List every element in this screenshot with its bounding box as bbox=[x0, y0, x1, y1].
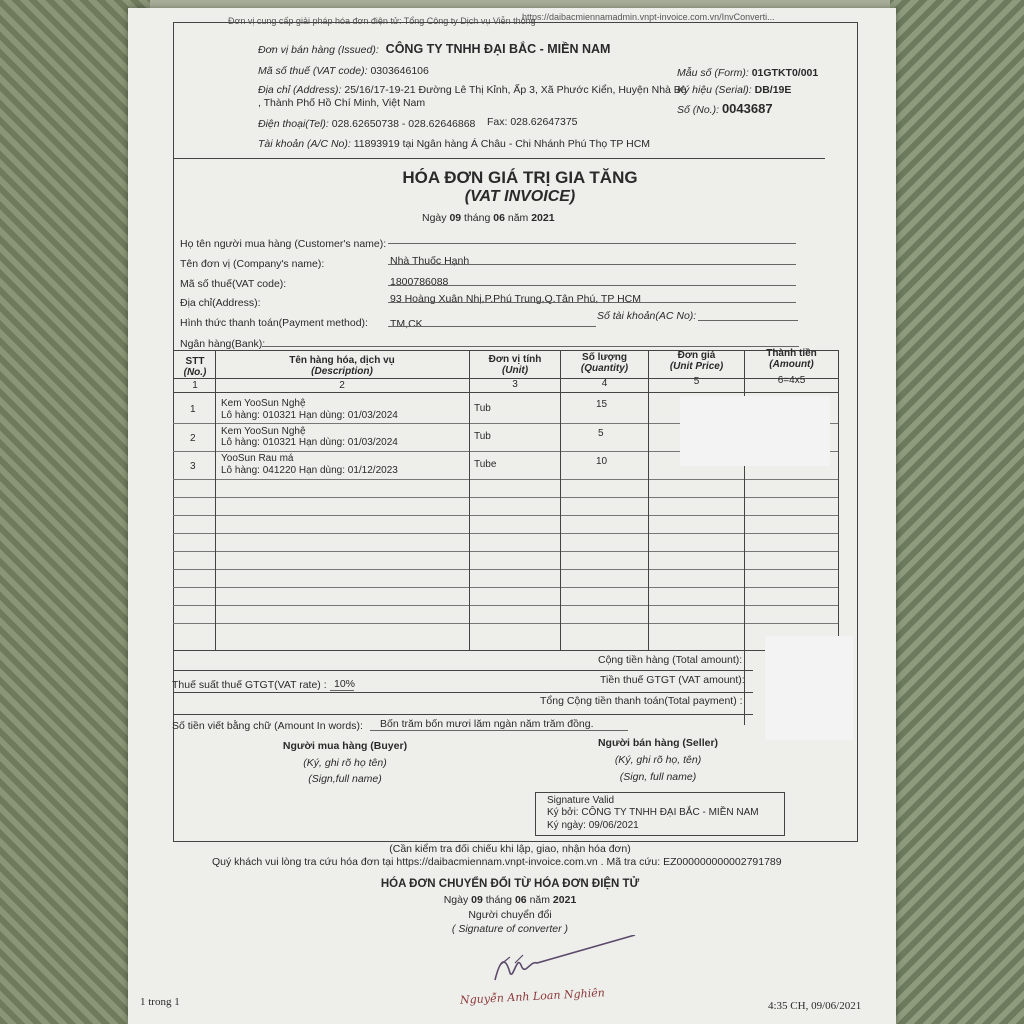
table-row-line bbox=[173, 605, 838, 606]
buyer-address-line bbox=[388, 302, 796, 303]
date-month-label: tháng bbox=[464, 212, 491, 224]
seller-fax: 028.62647375 bbox=[510, 116, 578, 128]
converter-label: Người chuyển đổi bbox=[468, 909, 552, 921]
handwritten-name: Nguyễn Anh Loan Nghiên bbox=[459, 986, 606, 1007]
converted-month-label: tháng bbox=[485, 894, 513, 906]
buyer-company-label: Tên đơn vị (Company's name): bbox=[180, 258, 325, 270]
index-cell: 4 bbox=[601, 378, 608, 389]
converted-year-label: năm bbox=[529, 894, 550, 906]
buyer-payment: TM,CK bbox=[390, 318, 423, 330]
buyer-account-line bbox=[698, 320, 798, 321]
seller-address-label: Địa chỉ (Address): bbox=[258, 84, 342, 96]
buyer-account-label: Số tài khoản(AC No): bbox=[597, 310, 697, 322]
index-cell: 1 bbox=[192, 380, 198, 391]
buyer-name-label: Họ tên người mua hàng (Customer's name): bbox=[180, 238, 387, 250]
table-bottom-line bbox=[173, 650, 838, 651]
buyer-bank-label: Ngân hàng(Bank): bbox=[180, 338, 266, 350]
table-right-border bbox=[838, 350, 839, 650]
seller-account: 11893919 tại Ngân hàng Á Châu - Chi Nhánh Phú Thọ TP HCM bbox=[353, 138, 651, 150]
index-cell: 3 bbox=[512, 379, 518, 390]
date-year: 2021 bbox=[531, 212, 555, 224]
background-fabric-right bbox=[884, 0, 1024, 1024]
seller-phone-label: Điện thoại(Tel): bbox=[258, 118, 329, 130]
row-name: YooSun Rau má bbox=[221, 453, 294, 464]
top-url: https://daibacmiennamadmin.vnpt-invoice.com.vn/InvConverti... bbox=[522, 12, 775, 22]
totals-divider bbox=[173, 670, 753, 671]
header-unit-vi: Đơn vị tính bbox=[488, 354, 542, 365]
table-row-line bbox=[173, 551, 838, 552]
seller-phone: 028.62650738 - 028.62646868 bbox=[331, 118, 476, 130]
header-no-vi: STT bbox=[185, 356, 205, 367]
header-divider bbox=[173, 158, 825, 159]
buyer-signature-title: Người mua hàng (Buyer) bbox=[282, 740, 408, 752]
seller-phone-row bbox=[258, 118, 475, 130]
row-name: Kem YooSun Nghệ bbox=[221, 426, 306, 437]
top-banner: Đơn vị cung cấp giải pháp hóa đơn điện tử: Tổng Công ty Dịch vụ Viễn thông bbox=[228, 16, 536, 26]
converted-month: 06 bbox=[514, 894, 527, 906]
buyer-tax-line bbox=[388, 285, 796, 286]
seller-fax-label: Fax: bbox=[487, 116, 508, 128]
table-row-line bbox=[173, 479, 838, 480]
table-row-line bbox=[173, 515, 838, 516]
form-value: 01GTKT0/001 bbox=[751, 67, 819, 79]
row-qty: 10 bbox=[596, 456, 608, 467]
converted-day: 09 bbox=[471, 894, 483, 906]
row-qty: 15 bbox=[596, 399, 608, 410]
serial-value: DB/19E bbox=[754, 84, 792, 96]
invoice-title: HÓA ĐƠN GIÁ TRỊ GIA TĂNG bbox=[402, 168, 638, 187]
amount-in-words-line bbox=[370, 730, 628, 731]
table-row-line bbox=[173, 497, 838, 498]
converted-date-prefix: Ngày bbox=[443, 894, 469, 906]
number-label: Số (No.): bbox=[677, 104, 720, 116]
buyer-name-line bbox=[388, 243, 796, 244]
table-index-line bbox=[173, 392, 838, 393]
totals-divider bbox=[173, 692, 753, 693]
amount-in-words-label: Số tiền viết bằng chữ (Amount In words): bbox=[172, 720, 363, 732]
buyer-signature-hint: (Ký, ghi rõ họ tên) bbox=[303, 757, 387, 769]
vat-amount-label: Tiền thuế GTGT (VAT amount): bbox=[600, 674, 745, 686]
seller-address-line1: 25/16/17-19-21 Đường Lê Thị Kỉnh, Ấp 3, Xã Phước Kiển, Huyện Nhà Bè bbox=[344, 84, 687, 96]
seller-account-row bbox=[258, 138, 650, 150]
row-no: 2 bbox=[190, 433, 196, 444]
table-col-divider bbox=[215, 350, 216, 650]
row-no: 1 bbox=[190, 404, 196, 415]
lookup-note: Quý khách vui lòng tra cứu hóa đơn tại https://daibacmiennam.vnpt-invoice.com.vn . Mã tra cứu: EZ000000000002791789 bbox=[212, 856, 782, 868]
index-cell: 6=4x5 bbox=[777, 375, 806, 386]
seller-signature-hint: (Ký, ghi rõ họ, tên) bbox=[614, 754, 702, 766]
number-row bbox=[677, 101, 773, 116]
buyer-address: 93 Hoàng Xuân Nhị,P.Phú Trung,Q.Tân Phú, TP HCM bbox=[390, 293, 641, 305]
header-no-en: (No.) bbox=[183, 367, 207, 378]
header-amount bbox=[745, 348, 838, 370]
row-unit: Tub bbox=[474, 431, 491, 442]
header-description-vi: Tên hàng hóa, dịch vụ bbox=[289, 355, 395, 366]
header-unit bbox=[470, 354, 560, 376]
total-amount-label: Cộng tiền hàng (Total amount): bbox=[598, 654, 743, 666]
table-col-divider bbox=[648, 350, 649, 650]
date-year-label: năm bbox=[507, 212, 529, 224]
form-row bbox=[677, 67, 818, 79]
buyer-address-label: Địa chỉ(Address): bbox=[180, 297, 261, 309]
vat-rate-line bbox=[330, 690, 354, 691]
date-day: 09 bbox=[449, 212, 462, 224]
date-month: 06 bbox=[493, 212, 505, 224]
redaction-box bbox=[680, 396, 830, 466]
totals-divider bbox=[173, 714, 753, 715]
serial-label: Ký hiệu (Serial): bbox=[677, 84, 752, 96]
converter-label-en: ( Signature of converter ) bbox=[451, 923, 569, 935]
index-cell: 2 bbox=[339, 380, 345, 391]
row-lot: Lô hàng: 041220 Hạn dùng: 01/12/2023 bbox=[221, 465, 398, 476]
signature-signed-by: Ký bởi: CÔNG TY TNHH ĐẠI BẮC - MIỀN NAM bbox=[547, 807, 759, 818]
seller-signature-title: Người bán hàng (Seller) bbox=[597, 737, 719, 749]
converted-year: 2021 bbox=[552, 894, 577, 906]
invoice-number: 0043687 bbox=[721, 101, 773, 116]
row-unit: Tub bbox=[474, 403, 491, 414]
header-no bbox=[176, 356, 214, 378]
seller-name-label: Đơn vị bán hàng (Issued): bbox=[258, 44, 379, 56]
buyer-bank-line bbox=[262, 346, 799, 347]
total-payment-label: Tổng Cộng tiền thanh toán(Total payment) : bbox=[540, 695, 743, 707]
header-quantity-en: (Quantity) bbox=[580, 363, 629, 374]
date-day-label: Ngày bbox=[422, 212, 447, 224]
header-unit-price bbox=[649, 350, 744, 372]
buyer-signature-hint-en: (Sign,full name) bbox=[308, 773, 382, 785]
seller-account-label: Tài khoản (A/C No): bbox=[258, 138, 351, 150]
seller-fax-row bbox=[487, 116, 578, 128]
converted-title: HÓA ĐƠN CHUYỂN ĐỔI TỪ HÓA ĐƠN ĐIỆN TỬ bbox=[380, 878, 640, 890]
seller-name: CÔNG TY TNHH ĐẠI BẮC - MIỀN NAM bbox=[385, 42, 611, 56]
header-description-en: (Description) bbox=[311, 366, 373, 377]
redaction-box bbox=[765, 636, 853, 740]
seller-address-line2: , Thành Phố Hồ Chí Minh, Việt Nam bbox=[258, 97, 426, 109]
seller-tax: 0303646106 bbox=[370, 65, 429, 77]
row-qty: 5 bbox=[598, 428, 604, 439]
table-row-line bbox=[173, 623, 838, 624]
table-col-divider bbox=[560, 350, 561, 650]
table-col-divider bbox=[469, 350, 470, 650]
seller-signature-hint-en: (Sign, full name) bbox=[619, 771, 697, 783]
buyer-tax-label: Mã số thuế(VAT code): bbox=[180, 278, 287, 290]
header-quantity-vi: Số lượng bbox=[582, 352, 627, 363]
header-amount-en: (Amount) bbox=[769, 359, 814, 370]
seller-tax-row bbox=[258, 65, 429, 77]
header-amount-vi: Thành tiền bbox=[766, 348, 817, 359]
buyer-company: Nhà Thuốc Hạnh bbox=[390, 255, 470, 267]
vat-rate: 10% bbox=[334, 678, 356, 690]
table-row-line bbox=[173, 569, 838, 570]
vat-rate-label: Thuế suất thuế GTGT(VAT rate) : bbox=[172, 679, 327, 691]
signature-valid: Signature Valid bbox=[547, 795, 615, 806]
row-no: 3 bbox=[190, 461, 196, 472]
header-unit-price-vi: Đơn giá bbox=[677, 350, 716, 361]
check-note: (Cần kiểm tra đối chiếu khi lập, giao, nhận hóa đơn) bbox=[389, 843, 631, 855]
invoice-date bbox=[422, 212, 555, 224]
buyer-payment-line bbox=[388, 326, 596, 327]
buyer-payment-label: Hình thức thanh toán(Payment method): bbox=[180, 317, 368, 329]
row-unit: Tube bbox=[474, 459, 497, 470]
seller-address-row bbox=[258, 84, 687, 96]
row-lot: Lô hàng: 010321 Hạn dùng: 01/03/2024 bbox=[221, 410, 398, 421]
page-count: 1 trong 1 bbox=[140, 996, 180, 1008]
header-unit-en: (Unit) bbox=[501, 365, 529, 376]
buyer-company-line bbox=[388, 264, 796, 265]
form-label: Mẫu số (Form): bbox=[677, 67, 749, 79]
header-unit-price-en: (Unit Price) bbox=[669, 361, 724, 372]
table-row-line bbox=[173, 533, 838, 534]
buyer-tax: 1800786088 bbox=[390, 276, 449, 288]
amount-in-words: Bốn trăm bốn mươi lăm ngàn năm trăm đồng. bbox=[380, 718, 594, 730]
converted-date bbox=[400, 894, 620, 906]
print-time: 4:35 CH, 09/06/2021 bbox=[768, 1000, 862, 1012]
header-quantity bbox=[561, 352, 648, 374]
seller-name-row bbox=[258, 42, 610, 56]
row-lot: Lô hàng: 010321 Hạn dùng: 01/03/2024 bbox=[221, 437, 398, 448]
table-row-line bbox=[173, 587, 838, 588]
serial-row bbox=[677, 84, 791, 96]
seller-tax-label: Mã số thuế (VAT code): bbox=[258, 65, 368, 77]
invoice-subtitle: (VAT INVOICE) bbox=[464, 188, 576, 205]
signature-signed-date: Ký ngày: 09/06/2021 bbox=[547, 820, 639, 831]
header-description bbox=[216, 355, 468, 377]
index-cell: 5 bbox=[693, 376, 700, 387]
row-name: Kem YooSun Nghệ bbox=[221, 398, 306, 409]
